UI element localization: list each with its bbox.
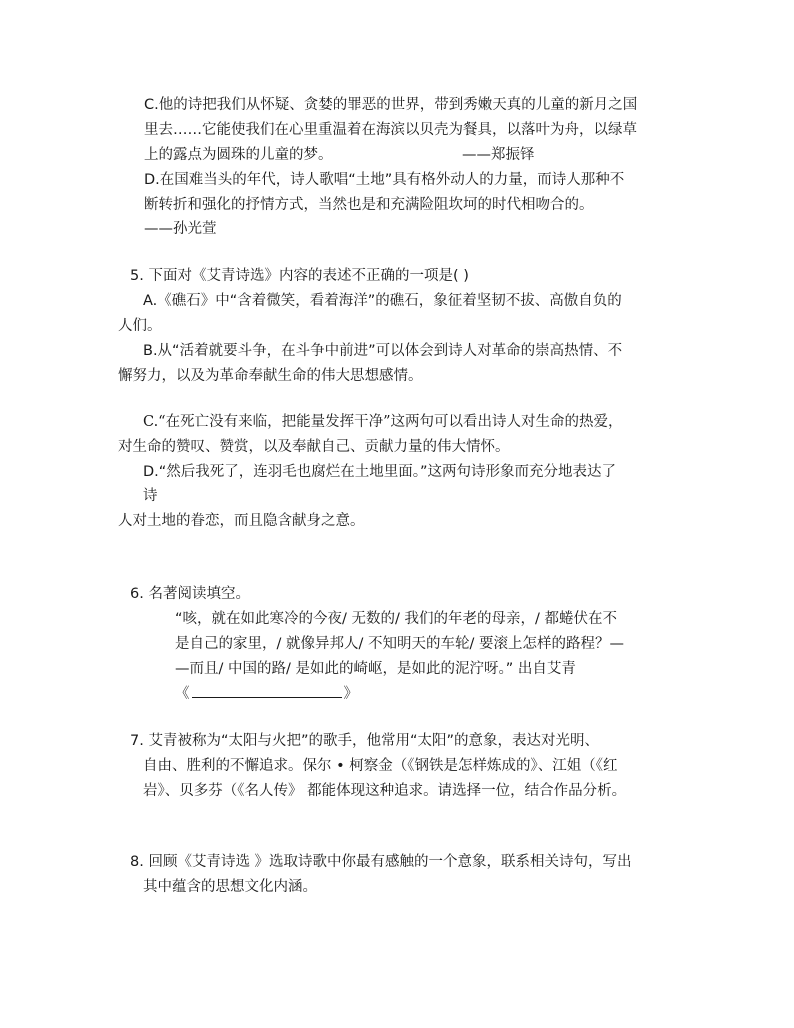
q8-line2: 其中蕴含的思想文化内涵。	[143, 879, 317, 895]
q4-option-d-line1: D.在国难当头的年代，诗人歌唱“土地”具有格外动人的力量，而诗人那种不	[144, 172, 625, 188]
q5-option-b-line1: B.从“活着就要斗争，在斗争中前进”可以体会到诗人对革命的崇高热情、不	[143, 343, 623, 359]
q8-line1: 8. 回顾《艾青诗选 》选取诗歌中你最有感触的一个意象，联系相关诗句，写出	[130, 854, 632, 870]
q4-option-c-line3: 上的露点为圆珠的儿童的梦。	[144, 147, 333, 163]
q5-option-c-line1: C.“在死亡没有来临，把能量发挥干净”这两句可以看出诗人对生命的热爱，	[143, 414, 623, 430]
q5-option-d-line1: D.“然后我死了，连羽毛也腐烂在土地里面。”这两句诗形象而充分地表达了	[143, 464, 617, 480]
q7-line1: 7. 艾青被称为“太阳与火把”的歌手，他常用“太阳”的意象，表达对光明、	[130, 733, 599, 749]
q5-option-d-line2: 诗	[143, 488, 158, 504]
q6-book-bracket-open: 《	[175, 686, 190, 702]
q6-passage-line1: “咳，就在如此寒冷的今夜/ 无数的/ 我们的年老的母亲，/ 都蜷伏在不	[175, 611, 617, 627]
q6-passage-line2: 是自己的家里，/ 就像异邦人/ 不知明天的车轮/ 要滚上怎样的路程？—	[175, 636, 624, 652]
q5-option-b-line2: 懈努力，以及为革命奉献生命的伟大思想感情。	[118, 368, 423, 384]
q7-line3: 岩》、贝多芬（《名人传》 都能体现这种追求。请选择一位，结合作品分析。	[143, 783, 627, 799]
q5-option-d-line3: 人对土地的眷恋，而且隐含献身之意。	[118, 513, 365, 529]
q5-option-a-line1: A.《礁石》中“含着微笑，看着海洋”的礁石，象征着坚韧不拔、高傲自负的	[143, 293, 622, 309]
q5-option-c-line2: 对生命的赞叹、赞赏，以及奉献自己、贡献力量的伟大情怀。	[118, 439, 510, 455]
q7-line2: 自由、胜利的不懈追求。保尔 • 柯察金（《钢铁是怎样炼成的》、江姐（《红	[143, 758, 618, 774]
q6-passage-line3: —而且/ 中国的路/ 是如此的崎岖，是如此的泥泞呀。” 出自艾青	[175, 661, 576, 677]
q6-stem: 6. 名著阅读填空。	[130, 586, 250, 602]
q6-answer-blank[interactable]	[192, 683, 342, 698]
q4-option-c-line2: 里去……它能使我们在心里重温着在海滨以贝壳为餐具，以落叶为舟，以绿草	[144, 122, 637, 138]
q4-option-d-author: ——孙光萱	[144, 221, 217, 237]
q6-book-bracket-close: 》	[343, 686, 358, 702]
q4-option-c-author: ——郑振铎	[462, 147, 535, 163]
q6-answer-blank-row	[175, 683, 358, 704]
q5-stem: 5. 下面对《艾青诗选》内容的表述不正确的一项是( )	[130, 268, 469, 284]
q4-option-c-line1: C.他的诗把我们从怀疑、贪婪的罪恶的世界，带到秀嫩天真的儿童的新月之国	[144, 97, 638, 113]
q4-option-d-line2: 断转折和强化的抒情方式，当然也是和充满险阻坎坷的时代相吻合的。	[144, 197, 594, 213]
q5-option-a-line2: 人们。	[118, 318, 162, 334]
